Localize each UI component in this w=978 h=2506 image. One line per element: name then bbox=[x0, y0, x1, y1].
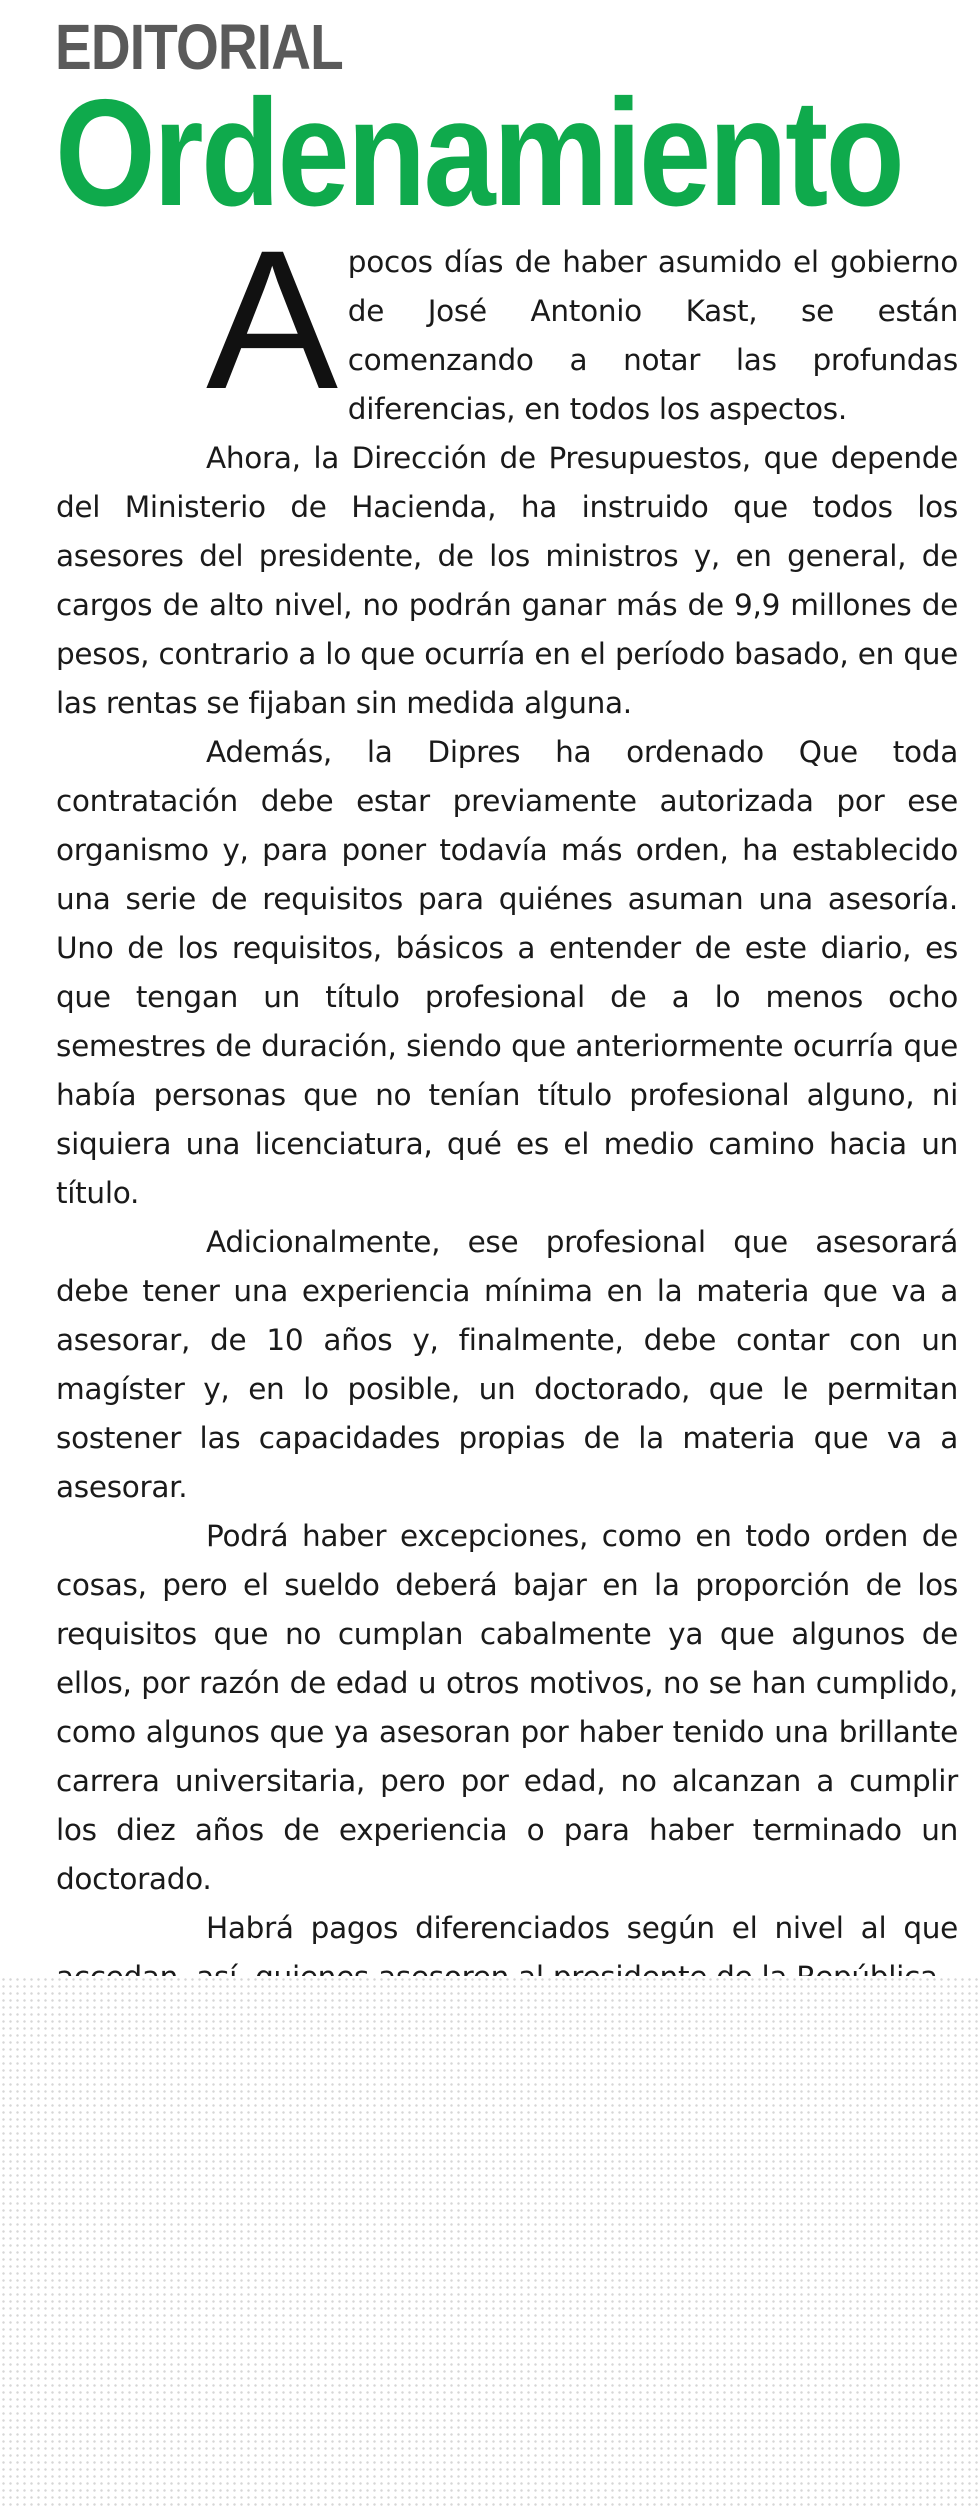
section-label: EDITORIAL bbox=[55, 11, 343, 83]
article-paragraph-4: Adicionalmente, ese profesional que asesorará debe tener una experiencia mínima en la materia que va a asesorar, de 10 años y, finalmente, debe contar con un magíster y, en lo posible, un doctorado, que le permitan sostener las capacidades propias de la materia que va a asesorar. bbox=[56, 1225, 958, 1504]
article-body bbox=[56, 209, 958, 1976]
article-paragraph-3: Además, la Dipres ha ordenado Que toda contratación debe estar previamente autorizada por ese organismo y, para poner todavía más orden, ha establecido una serie de requisitos para quiénes asuman una asesoría. Uno de los requisitos, básicos a entender de este diario, es que tengan un título profesional de a lo menos ocho semestres de duración, siendo que anteriormente ocurría que había personas que no tenían título profesional alguno, ni siquiera una licenciatura, qué es el medio camino hacia un título. bbox=[56, 735, 958, 1210]
paragraph-text: pocos días de haber asumido el gobierno de José Antonio Kast, se están comenzando a notar las profundas diferencias, en todos los aspectos. bbox=[347, 245, 958, 426]
headline: Ordenamiento bbox=[55, 68, 903, 238]
article-paragraph-2: Ahora, la Dirección de Presupuestos, que depende del Ministerio de Hacienda, ha instruido que todos los asesores del presidente, de los ministros y, en general, de cargos de alto nivel, no podrán ganar más de 9,9 millones de pesos, contrario a lo que ocurría en el período basado, en que las rentas se fijaban sin medida alguna. bbox=[56, 441, 958, 720]
drop-cap: A bbox=[206, 209, 338, 430]
article-paragraph-5: Podrá haber excepciones, como en todo orden de cosas, pero el sueldo deberá bajar en la proporción de los requisitos que no cumplan cabalmente ya que algunos de ellos, por razón de edad u otros motivos, no se han cumplido, como algunos que ya asesoran por haber tenido una brillante carrera universitaria, pero por edad, no alcanzan a cumplir los diez años de experiencia o para haber terminado un doctorado. bbox=[56, 1519, 958, 1896]
dotted-background-area bbox=[0, 1976, 978, 2506]
article-paragraph-1 bbox=[56, 209, 958, 434]
article-paragraph-6: Habrá pagos diferenciados según el nivel al que bbox=[206, 1911, 958, 1945]
